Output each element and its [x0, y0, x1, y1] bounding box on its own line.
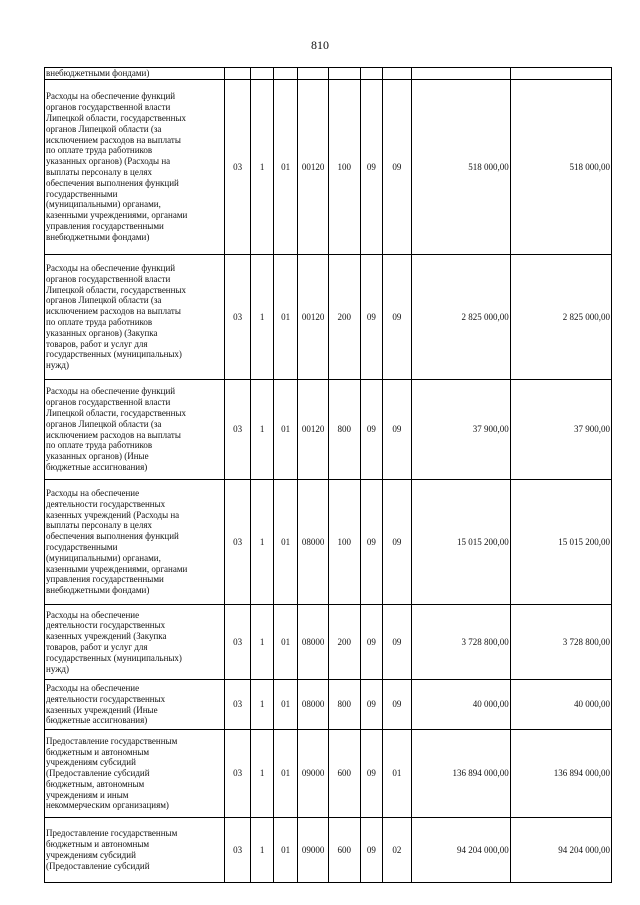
code-cell — [383, 68, 412, 80]
description-line: по оплате труда работников — [46, 145, 153, 156]
code-cell: 01 — [383, 730, 412, 818]
code-cell: 03 — [224, 680, 251, 730]
code-cell: 01 — [273, 255, 298, 380]
description-line: управления государственными — [46, 574, 164, 585]
code-cell: 09 — [360, 380, 382, 480]
code-cell: 09 — [383, 80, 412, 255]
code-cell: 00120 — [298, 80, 329, 255]
description-line: учреждениям и иным — [46, 789, 129, 800]
description-line: бюджетным и автономным — [46, 839, 150, 850]
description-line: деятельности государственных — [46, 498, 166, 509]
code-cell: 03 — [224, 80, 251, 255]
description-line: Расходы на обеспечение — [46, 488, 140, 499]
table-row — [45, 480, 612, 605]
description-line: бюджетным, автономным — [46, 778, 145, 789]
code-cell — [328, 68, 360, 80]
code-cell — [273, 68, 298, 80]
code-cell: 200 — [328, 605, 360, 680]
code-cell: 03 — [224, 818, 251, 883]
description-line: деятельности государственных — [46, 693, 166, 704]
page-number: 810 — [311, 38, 329, 52]
description-line: Предоставление государственным — [46, 828, 178, 839]
code-cell: 200 — [328, 255, 360, 380]
code-cell: 1 — [251, 80, 273, 255]
description-line: Расходы на обеспечение функций — [46, 263, 176, 274]
table-row — [45, 255, 612, 380]
amount-cell: 136 894 000,00 — [411, 730, 510, 818]
amount-cell: 37 900,00 — [510, 380, 611, 480]
code-cell: 00120 — [298, 255, 329, 380]
code-cell: 02 — [383, 818, 412, 883]
code-cell: 1 — [251, 480, 273, 605]
description-line: учреждениям субсидий — [46, 850, 136, 860]
table-row — [45, 605, 612, 680]
description-line: обеспечения выполнения функций — [46, 531, 179, 542]
code-cell: 09000 — [298, 730, 329, 818]
amount-cell: 94 204 000,00 — [510, 818, 611, 883]
description-line: (муниципальными) органами, — [46, 199, 161, 210]
code-cell: 800 — [328, 680, 360, 730]
description-line: Предоставление государственным — [46, 735, 178, 746]
description-line: казенными учреждениями, органами — [46, 210, 188, 221]
code-cell: 01 — [273, 80, 298, 255]
code-cell: 1 — [251, 680, 273, 730]
code-cell: 09 — [383, 255, 412, 380]
description-line: органов Липецкой области (за — [46, 418, 162, 429]
description-line: государственными — [46, 188, 118, 199]
code-cell: 600 — [328, 818, 360, 883]
code-cell: 03 — [224, 605, 251, 680]
amount-cell: 40 000,00 — [510, 680, 611, 730]
description-line: Расходы на обеспечение функций — [46, 91, 176, 102]
description-line: выплаты персоналу в целях — [46, 167, 152, 177]
amount-cell: 3 728 800,00 — [411, 605, 510, 680]
code-cell: 09 — [360, 730, 382, 818]
code-cell: 01 — [273, 605, 298, 680]
code-cell: 09 — [383, 605, 412, 680]
code-cell: 03 — [224, 480, 251, 605]
description-line: государственными — [46, 542, 118, 552]
code-cell: 1 — [251, 818, 273, 883]
description-line: органов государственной власти — [46, 273, 171, 284]
code-cell: 100 — [328, 80, 360, 255]
code-cell: 09 — [360, 80, 382, 255]
table-row — [45, 680, 612, 730]
description-line: нужд) — [46, 360, 69, 371]
description-line: исключением расходов на выплаты — [46, 429, 181, 440]
description-line: органов государственной власти — [46, 102, 171, 113]
description-line: (Предоставление субсидий — [46, 768, 150, 779]
amount-cell: 518 000,00 — [510, 80, 611, 255]
description-line: Расходы на обеспечение функций — [46, 386, 176, 397]
code-cell: 08000 — [298, 680, 329, 730]
code-cell — [298, 68, 329, 80]
code-cell: 100 — [328, 480, 360, 605]
code-cell: 1 — [251, 730, 273, 818]
description-line: внебюджетными фондами) — [46, 585, 150, 596]
description-cell — [45, 68, 225, 80]
budget-table — [44, 67, 612, 883]
description-line: внебюджетными фондами) — [46, 68, 150, 79]
description-line: казенными учреждениями, органами — [46, 563, 188, 574]
description-line: товаров, работ и услуг для — [46, 642, 148, 652]
code-cell: 09 — [360, 480, 382, 605]
description-cell — [45, 605, 225, 680]
table-row — [45, 68, 612, 80]
code-cell: 1 — [251, 605, 273, 680]
description-line: бюджетные ассигнования) — [46, 715, 148, 726]
code-cell: 09 — [383, 680, 412, 730]
code-cell: 09 — [383, 480, 412, 605]
description-line: государственных (муниципальных) — [46, 349, 182, 360]
description-line: внебюджетными фондами) — [46, 231, 150, 242]
code-cell — [360, 68, 382, 80]
description-line: нужд) — [46, 663, 69, 674]
amount-cell: 136 894 000,00 — [510, 730, 611, 818]
description-line: указанных органов) (Иные — [46, 451, 149, 462]
description-line: Липецкой области, государственных — [46, 407, 186, 418]
amount-cell: 15 015 200,00 — [510, 480, 611, 605]
description-line: по оплате труда работников — [46, 440, 153, 451]
amount-cell — [411, 68, 510, 80]
code-cell: 09 — [360, 255, 382, 380]
description-line: указанных органов) (Закупка — [46, 327, 158, 338]
description-line: обеспечения выполнения функций — [46, 177, 179, 188]
description-cell — [45, 480, 225, 605]
amount-cell: 37 900,00 — [411, 380, 510, 480]
code-cell: 600 — [328, 730, 360, 818]
code-cell: 03 — [224, 380, 251, 480]
amount-cell — [510, 68, 611, 80]
amount-cell: 94 204 000,00 — [411, 818, 510, 883]
description-line: бюджетным и автономным — [46, 746, 150, 757]
description-cell — [45, 255, 225, 380]
amount-cell: 2 825 000,00 — [510, 255, 611, 380]
description-line: некоммерческим организациям) — [46, 800, 169, 811]
code-cell: 03 — [224, 255, 251, 380]
description-line: исключением расходов на выплаты — [46, 306, 181, 317]
code-cell: 09 — [360, 818, 382, 883]
description-line: органов Липецкой области (за — [46, 295, 162, 306]
description-cell — [45, 380, 225, 480]
amount-cell: 3 728 800,00 — [510, 605, 611, 680]
description-line: казенных учреждений (Расходы на — [46, 509, 180, 520]
description-line: деятельности государственных — [46, 620, 166, 631]
description-line: по оплате труда работников — [46, 317, 153, 327]
code-cell — [251, 68, 273, 80]
code-cell: 08000 — [298, 605, 329, 680]
description-cell — [45, 730, 225, 818]
description-line: бюджетные ассигнования) — [46, 461, 148, 472]
table-row — [45, 818, 612, 883]
description-line: выплаты персоналу в целях — [46, 520, 152, 531]
description-line: Липецкой области, государственных — [46, 113, 186, 124]
table-row — [45, 730, 612, 818]
description-line: учреждениям субсидий — [46, 757, 136, 768]
code-cell: 03 — [224, 730, 251, 818]
amount-cell: 15 015 200,00 — [411, 480, 510, 605]
code-cell: 08000 — [298, 480, 329, 605]
code-cell: 01 — [273, 480, 298, 605]
description-cell — [45, 818, 225, 883]
table-row — [45, 80, 612, 255]
code-cell: 09000 — [298, 818, 329, 883]
description-line: Липецкой области, государственных — [46, 284, 186, 295]
description-line: органов Липецкой области (за — [46, 123, 162, 134]
code-cell: 09 — [360, 680, 382, 730]
code-cell: 1 — [251, 255, 273, 380]
code-cell: 00120 — [298, 380, 329, 480]
description-line: казенных учреждений (Иные — [46, 704, 158, 715]
description-cell — [45, 680, 225, 730]
code-cell — [224, 68, 251, 80]
description-line: товаров, работ и услуг для — [46, 338, 148, 349]
description-line: государственных (муниципальных) — [46, 652, 182, 663]
code-cell: 01 — [273, 380, 298, 480]
code-cell: 09 — [360, 605, 382, 680]
code-cell: 01 — [273, 730, 298, 818]
amount-cell: 518 000,00 — [411, 80, 510, 255]
code-cell: 800 — [328, 380, 360, 480]
description-line: (Предоставление субсидий — [46, 860, 150, 871]
code-cell: 1 — [251, 380, 273, 480]
description-cell — [45, 80, 225, 255]
table-row — [45, 380, 612, 480]
code-cell: 01 — [273, 680, 298, 730]
description-line: управления государственными — [46, 220, 164, 231]
description-line: Расходы на обеспечение — [46, 682, 140, 693]
code-cell: 01 — [273, 818, 298, 883]
description-line: казенных учреждений (Закупка — [46, 631, 167, 642]
amount-cell: 2 825 000,00 — [411, 255, 510, 380]
description-line: (муниципальными) органами, — [46, 552, 161, 563]
description-line: указанных органов) (Расходы на — [46, 156, 171, 167]
amount-cell: 40 000,00 — [411, 680, 510, 730]
description-line: исключением расходов на выплаты — [46, 134, 181, 145]
description-line: органов государственной власти — [46, 397, 171, 408]
code-cell: 09 — [383, 380, 412, 480]
description-line: Расходы на обеспечение — [46, 609, 140, 620]
